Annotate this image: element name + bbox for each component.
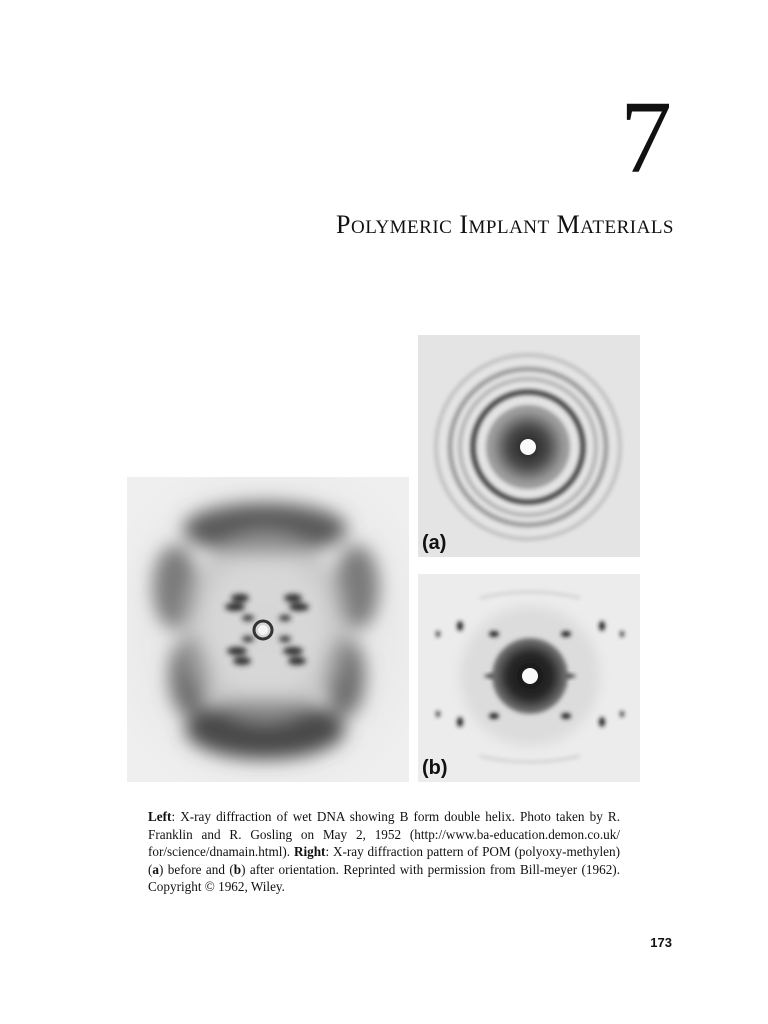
- caption-a: a: [152, 861, 159, 877]
- figure-caption: [148, 808, 620, 896]
- caption-right-text-1: : X-ray diffraction pattern of POM (polyoxy-methylen) (: [148, 844, 620, 877]
- title-word-2: IMPLANT: [459, 210, 550, 239]
- title-word-3: MATERIALS: [556, 210, 674, 239]
- pom-diffraction-before-image: [418, 335, 640, 557]
- caption-right-text-3: ) after orientation. Reprinted with permission from Bill-meyer (1962). Copyright © 1962, Wiley.: [148, 861, 620, 895]
- caption-b: b: [233, 861, 242, 877]
- panel-b-label: (b): [422, 757, 448, 779]
- page-number: 173: [650, 935, 672, 950]
- panel-a-label: (a): [422, 532, 447, 554]
- chapter-title: [336, 210, 674, 240]
- chapter-number: 7: [620, 80, 672, 195]
- caption-right-label: Right: [293, 844, 326, 860]
- pom-diffraction-after-image: [418, 574, 640, 782]
- title-word-1: POLYMERIC: [336, 210, 453, 239]
- dna-diffraction-image: [127, 477, 409, 782]
- caption-left-text: : X-ray diffraction of wet DNA showing B form double helix. Photo taken by R. Franklin and R. Gosling on May 2, 1952 (http://www.ba-education.demon.co.uk/ for/science/dnamain.html).: [148, 809, 620, 860]
- caption-right-text-2: ) before and (: [159, 861, 234, 877]
- caption-left-label: Left: [148, 809, 172, 824]
